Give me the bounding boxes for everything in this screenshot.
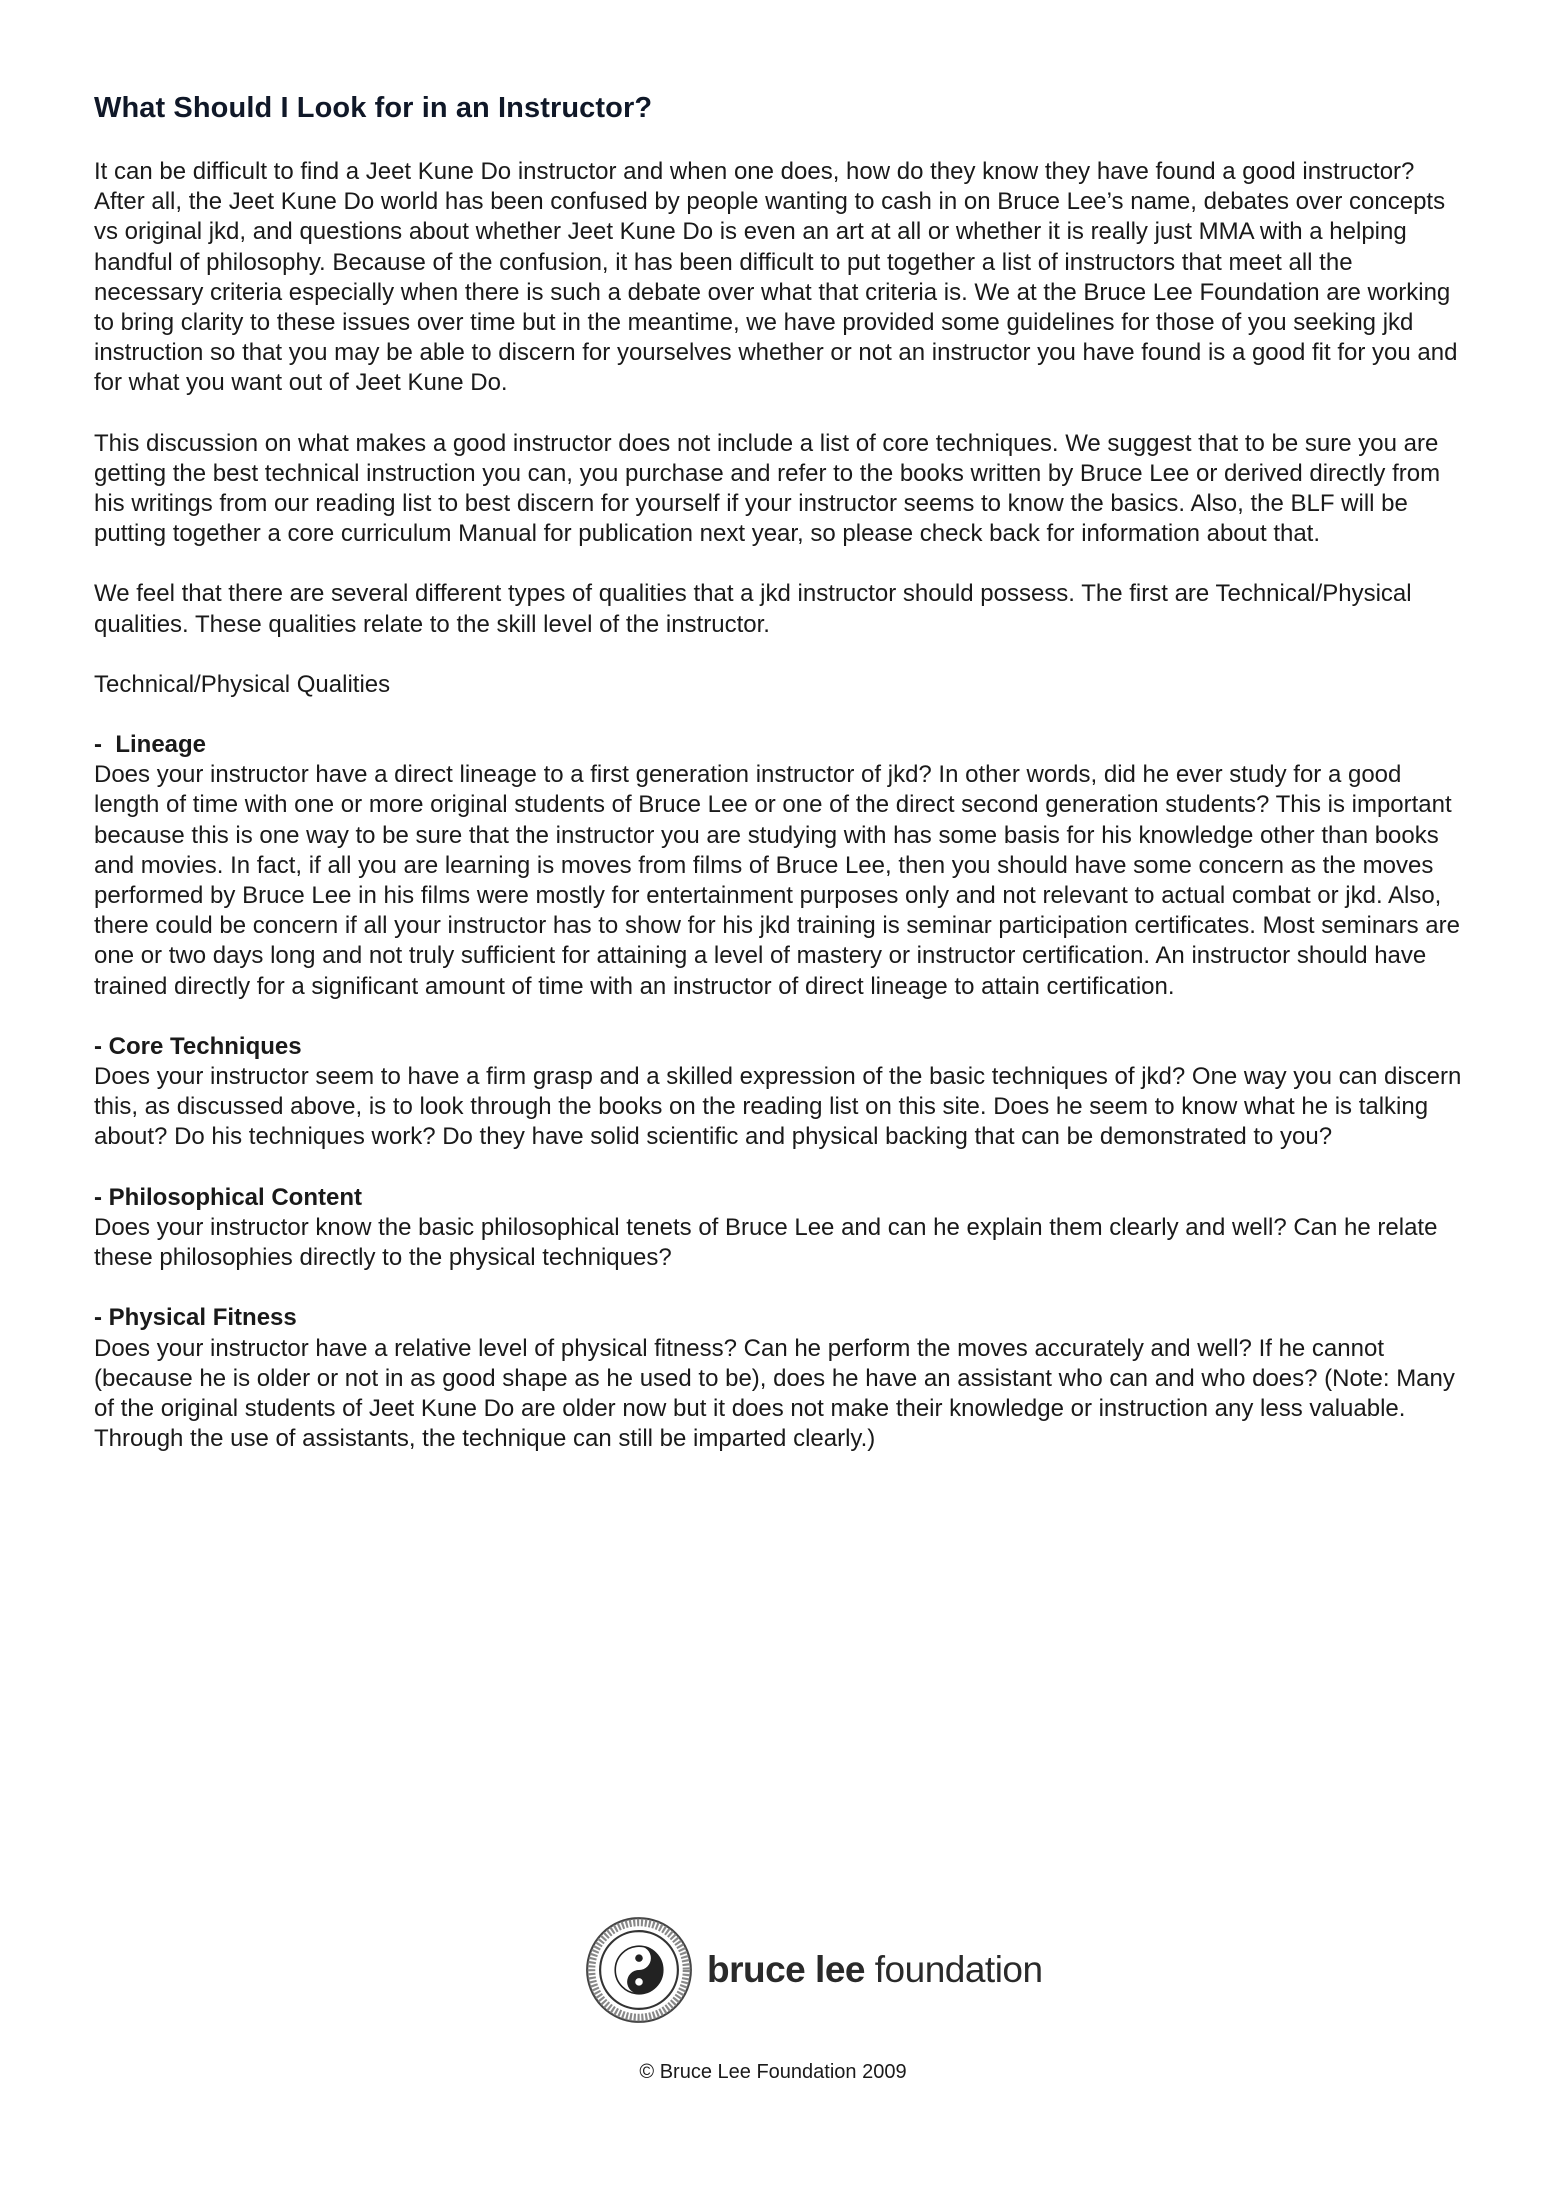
intro-paragraph: It can be difficult to find a Jeet Kune Do instructor and when one does, how do they know they have found a good instructor? After all, the Jeet Kune Do world has been confused by people wanting to cash in on Bruce Lee’s name, debates over concepts vs original jkd, and questions about whether Jeet Kune Do is even an art at all or whether it is really just MMA with a helping handful of philosophy. Because of the confusion, it has been difficult to put together a list of instructors that meet all the necessary criteria especially when there is such a debate over what that criteria is. We at the Bruce Lee Foundation are working to bring clarity to these issues over time but in the meantime, we have provided some guidelines for those of you seeking jkd instruction so that you may be able to discern for yourselves whether or not an instructor you have found is a good fit for you and for what you want out of Jeet Kune Do. xyxy=(94,158,1458,397)
document-content xyxy=(94,92,1464,1484)
brand-name xyxy=(707,1949,1043,1991)
quality-item-philosophical-content xyxy=(94,1183,1464,1274)
quality-heading: - Core Techniques xyxy=(94,1032,302,1060)
brand-name-light: foundation xyxy=(864,1949,1043,1990)
quality-body: Does your instructor have a relative level of physical fitness? Can he perform the moves accurately and well? If he cannot (because he is older or not in as good shape as he used to be), does he have an assistant who can and who does? (Note: Many of the original students of Jeet Kune Do are older now but it does not make their knowledge or instruction any less valuable. Through the use of assistants, the technique can still be imparted clearly.) xyxy=(94,1334,1455,1453)
quality-heading: - Lineage xyxy=(94,731,207,759)
yin-yang-seal-icon xyxy=(585,1916,693,2024)
section-label: Technical/Physical Qualities xyxy=(94,670,391,698)
quality-heading: - Physical Fitness xyxy=(94,1304,297,1332)
page-title: What Should I Look for in an Instructor? xyxy=(94,92,653,124)
core-techniques-note-paragraph: This discussion on what makes a good instructor does not include a list of core techniques. We suggest that to be sure you are getting the best technical instruction you can, you purchase and refer to the books written by Bruce Lee or derived directly from his writings from our reading list to best discern for yourself if your instructor seems to know the basics. Also, the BLF will be putting together a core curriculum Manual for publication next year, so please check back for information about that. xyxy=(94,429,1441,548)
quality-item-physical-fitness xyxy=(94,1303,1464,1454)
quality-item-core-techniques xyxy=(94,1032,1464,1153)
quality-heading: - Philosophical Content xyxy=(94,1183,362,1211)
quality-body: Does your instructor know the basic philosophical tenets of Bruce Lee and can he explain them clearly and well? Can he relate these philosophies directly to the physical techniques? xyxy=(94,1213,1438,1272)
quality-body: Does your instructor seem to have a firm grasp and a skilled expression of the basic techniques of jkd? One way you can discern this, as discussed above, is to look through the books on the reading list on this site. Does he seem to know what he is talking about? Do his techniques work? Do they have solid scientific and physical backing that can be demonstrated to you? xyxy=(94,1063,1462,1151)
quality-item-lineage xyxy=(94,730,1464,1002)
qualities-intro-paragraph: We feel that there are several different types of qualities that a jkd instructor should possess. The first are Technical/Physical qualities. These qualities relate to the skill level of the instructor. xyxy=(94,580,1412,638)
quality-body: Does your instructor have a direct lineage to a first generation instructor of jkd? In other words, did he ever study for a good length of time with one or more original students of Bruce Lee or one of the direct second generation students? This is important because this is one way to be sure that the instructor you are studying with has some basis for his knowledge other than books and movies. In fact, if all you are learning is moves from films of Bruce Lee, then you should have some concern as the moves performed by Bruce Lee in his films were mostly for entertainment purposes only and not relevant to actual combat or jkd. Also, there could be concern if all your instructor has to show for his jkd training is seminar participation certificates. Most seminars are one or two days long and not truly sufficient for attaining a level of mastery or instructor certification. An instructor should have trained directly for a significant amount of time with an instructor of direct lineage to attain certification. xyxy=(94,761,1460,1000)
brand-name-bold: bruce lee xyxy=(707,1949,865,1990)
copyright-footer: © Bruce Lee Foundation 2009 xyxy=(639,2061,907,2083)
foundation-logo xyxy=(585,1915,1043,2025)
